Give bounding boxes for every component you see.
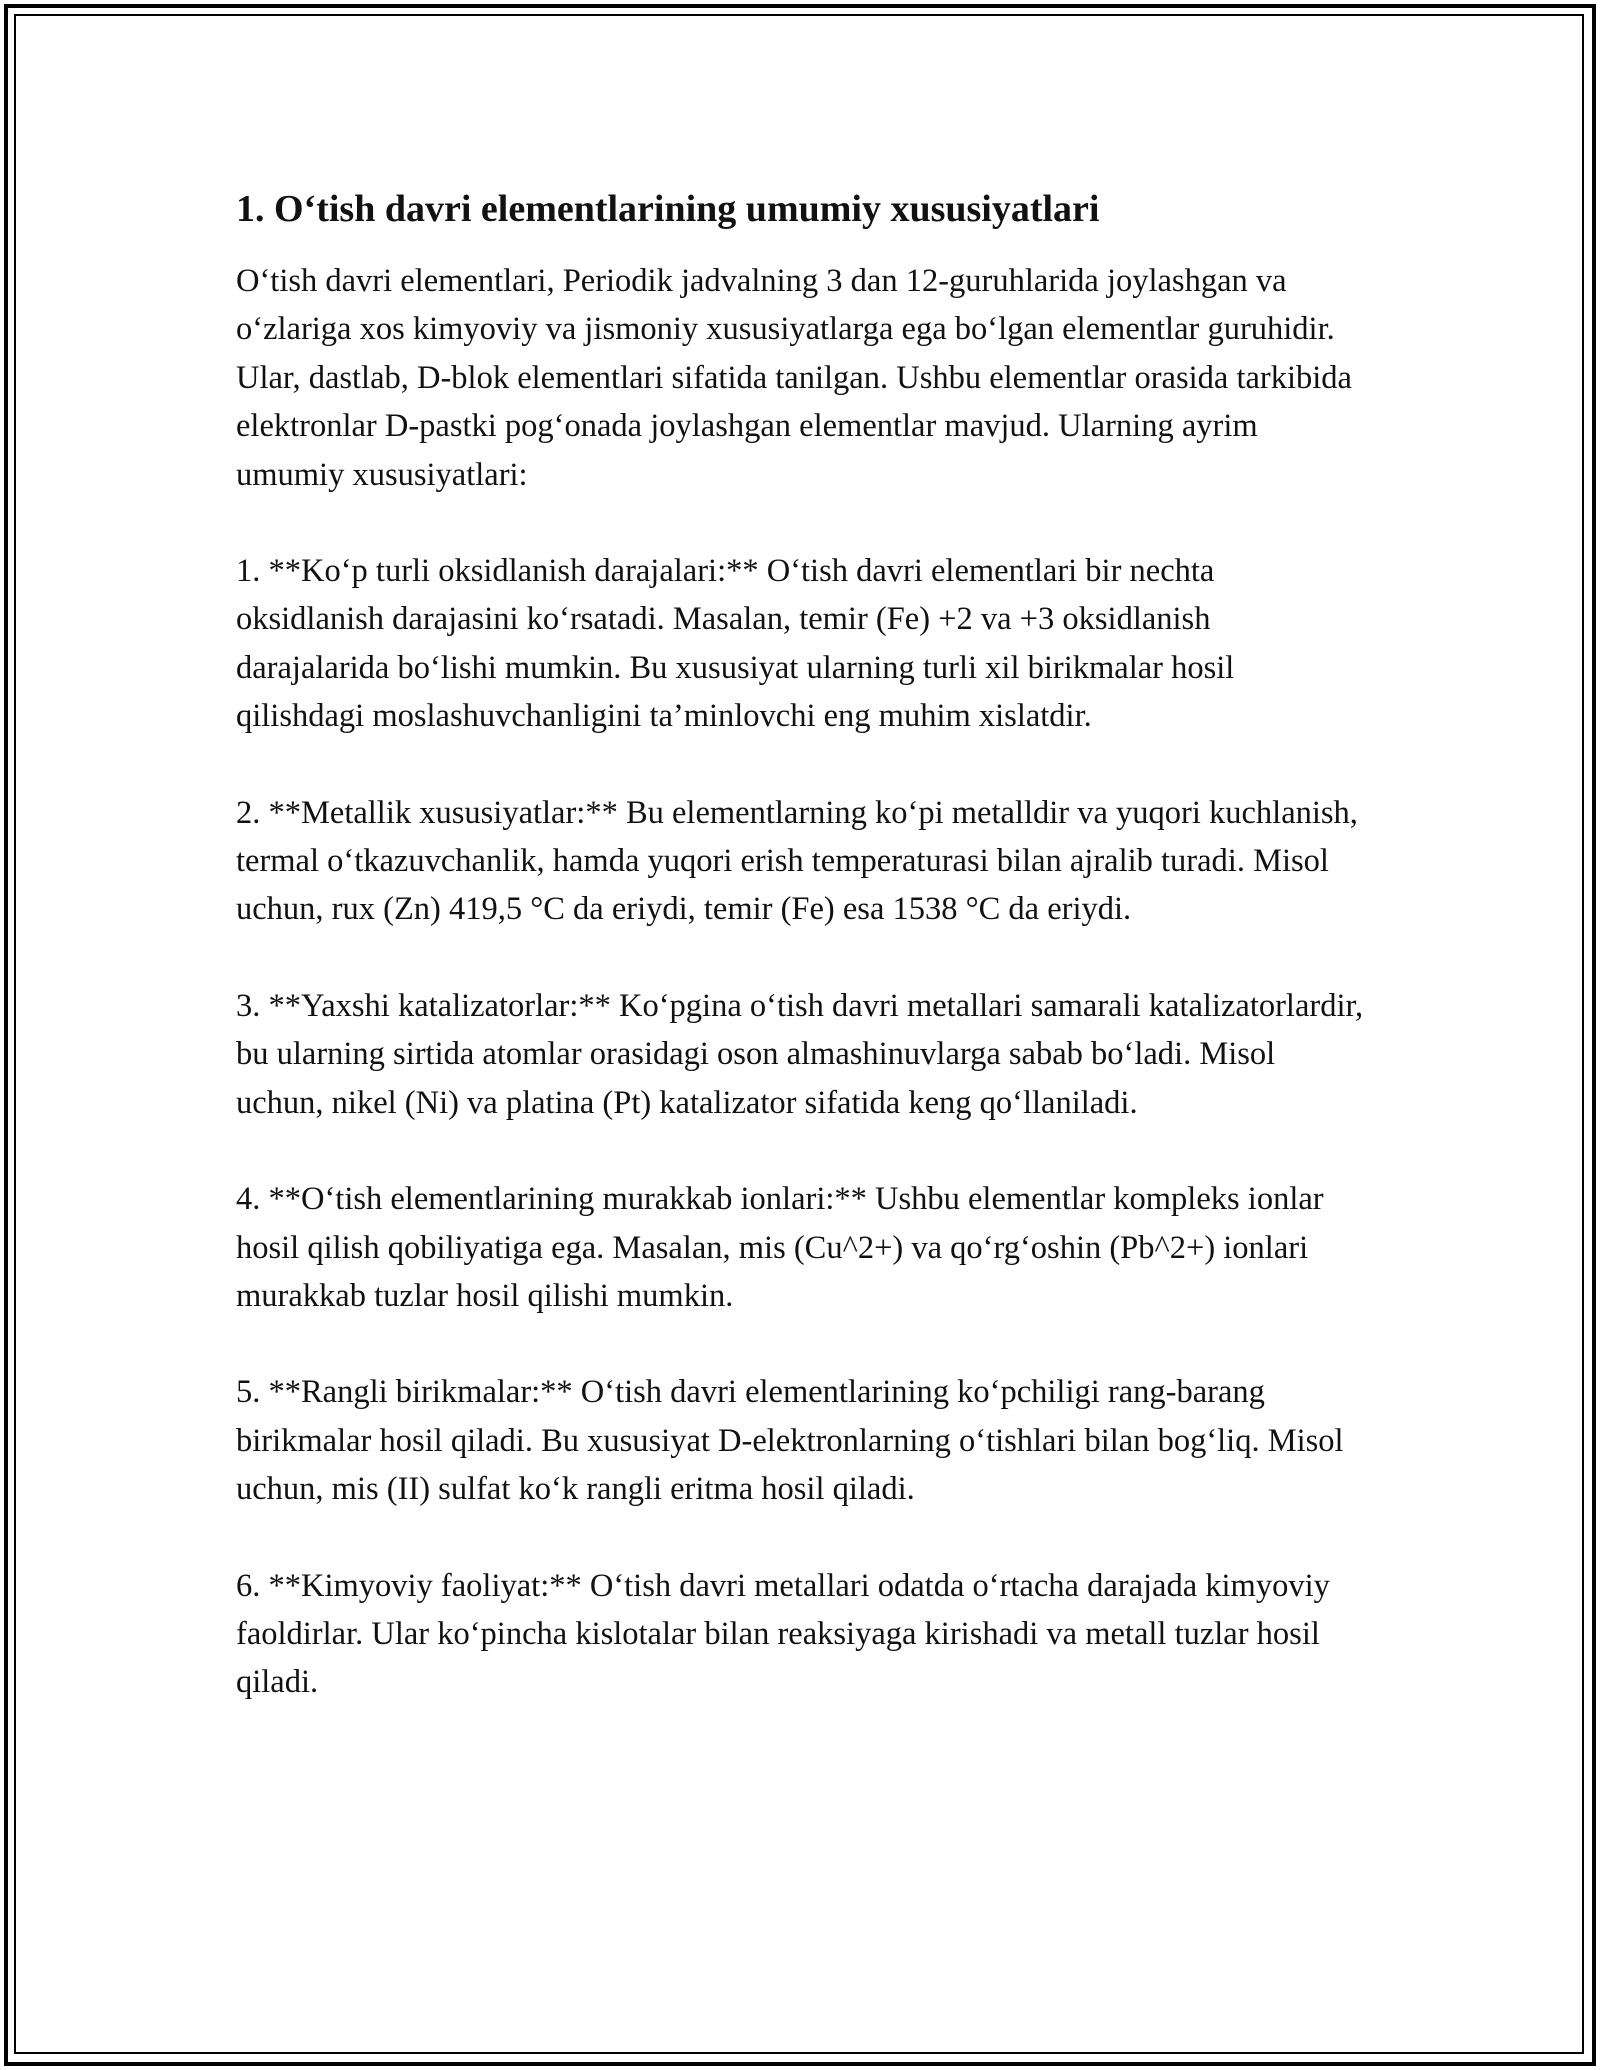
list-item-complex-ions: 4. **O‘tish elementlarining murakkab ionlari:** Ushbu elementlar kompleks ionlar hosil qilish qobiliyatiga ega. Masalan, mis (Cu^2+) va qo‘rg‘oshin (Pb^2+) ionlari murakkab tuzlar hosil qilishi mumkin. [236, 1181, 1324, 1314]
section-heading: 1. O‘tish davri elementlarining umumiy xususiyatlari [236, 188, 1100, 230]
list-item-colored-compounds: 5. **Rangli birikmalar:** O‘tish davri elementlarining ko‘pchiligi rang-barang birikmalar hosil qiladi. Bu xususiyat D-elektronlarning o‘tishlari bilan bog‘liq. Misol uchun, mis (II) sulfat ko‘k rangli eritma hosil qiladi. [236, 1374, 1344, 1508]
list-item-oxidation-states: 1. **Ko‘p turli oksidlanish darajalari:** O‘tish davri elementlari bir nechta oksidlanish darajasini ko‘rsatadi. Masalan, temir (Fe) +2 va +3 oksidlanish darajalarida bo‘lishi mumkin. Bu xususiyat ularning turli xil birikmalar hosil qilishdagi moslashuvchanligini ta’minlovchi eng muhim xislatdir. [236, 553, 1235, 735]
list-item-chemical-activity: 6. **Kimyoviy faoliyat:** O‘tish davri metallari odatda o‘rtacha darajada kimyoviy faoldirlar. Ular ko‘pincha kislotalar bilan reaksiyaga kirishadi va metall tuzlar hosil qiladi. [236, 1567, 1330, 1701]
list-item-catalysts: 3. **Yaxshi katalizatorlar:** Ko‘pgina o‘tish davri metallari samarali katalizatorlardir, bu ularning sirtida atomlar orasidagi oson almashinuvlarga sabab bo‘ladi. Misol uchun, nikel (Ni) va platina (Pt) katalizator sifatida keng qo‘llaniladi. [236, 987, 1364, 1121]
intro-paragraph: O‘tish davri elementlari, Periodik jadvalning 3 dan 12-guruhlarida joylashgan va o‘zlariga xos kimyoviy va jismoniy xususiyatlarga ega bo‘lgan elementlar guruhidir. Ular, dastlab, D-blok elementlari sifatida tanilgan. Ushbu elementlar orasida tarkibida elektronlar D-pastki pog‘onada joylashgan elementlar mavjud. Ularning ayrim umumiy xususiyatlari: [236, 263, 1352, 493]
document-body [236, 185, 1366, 1755]
list-item-metallic-properties: 2. **Metallik xususiyatlar:** Bu elementlarning ko‘pi metalldir va yuqori kuchlanish, termal o‘tkazuvchanlik, hamda yuqori erish temperaturasi bilan ajralib turadi. Misol uchun, rux (Zn) 419,5 °C da eriydi, temir (Fe) esa 1538 °C da eriydi. [236, 794, 1358, 928]
